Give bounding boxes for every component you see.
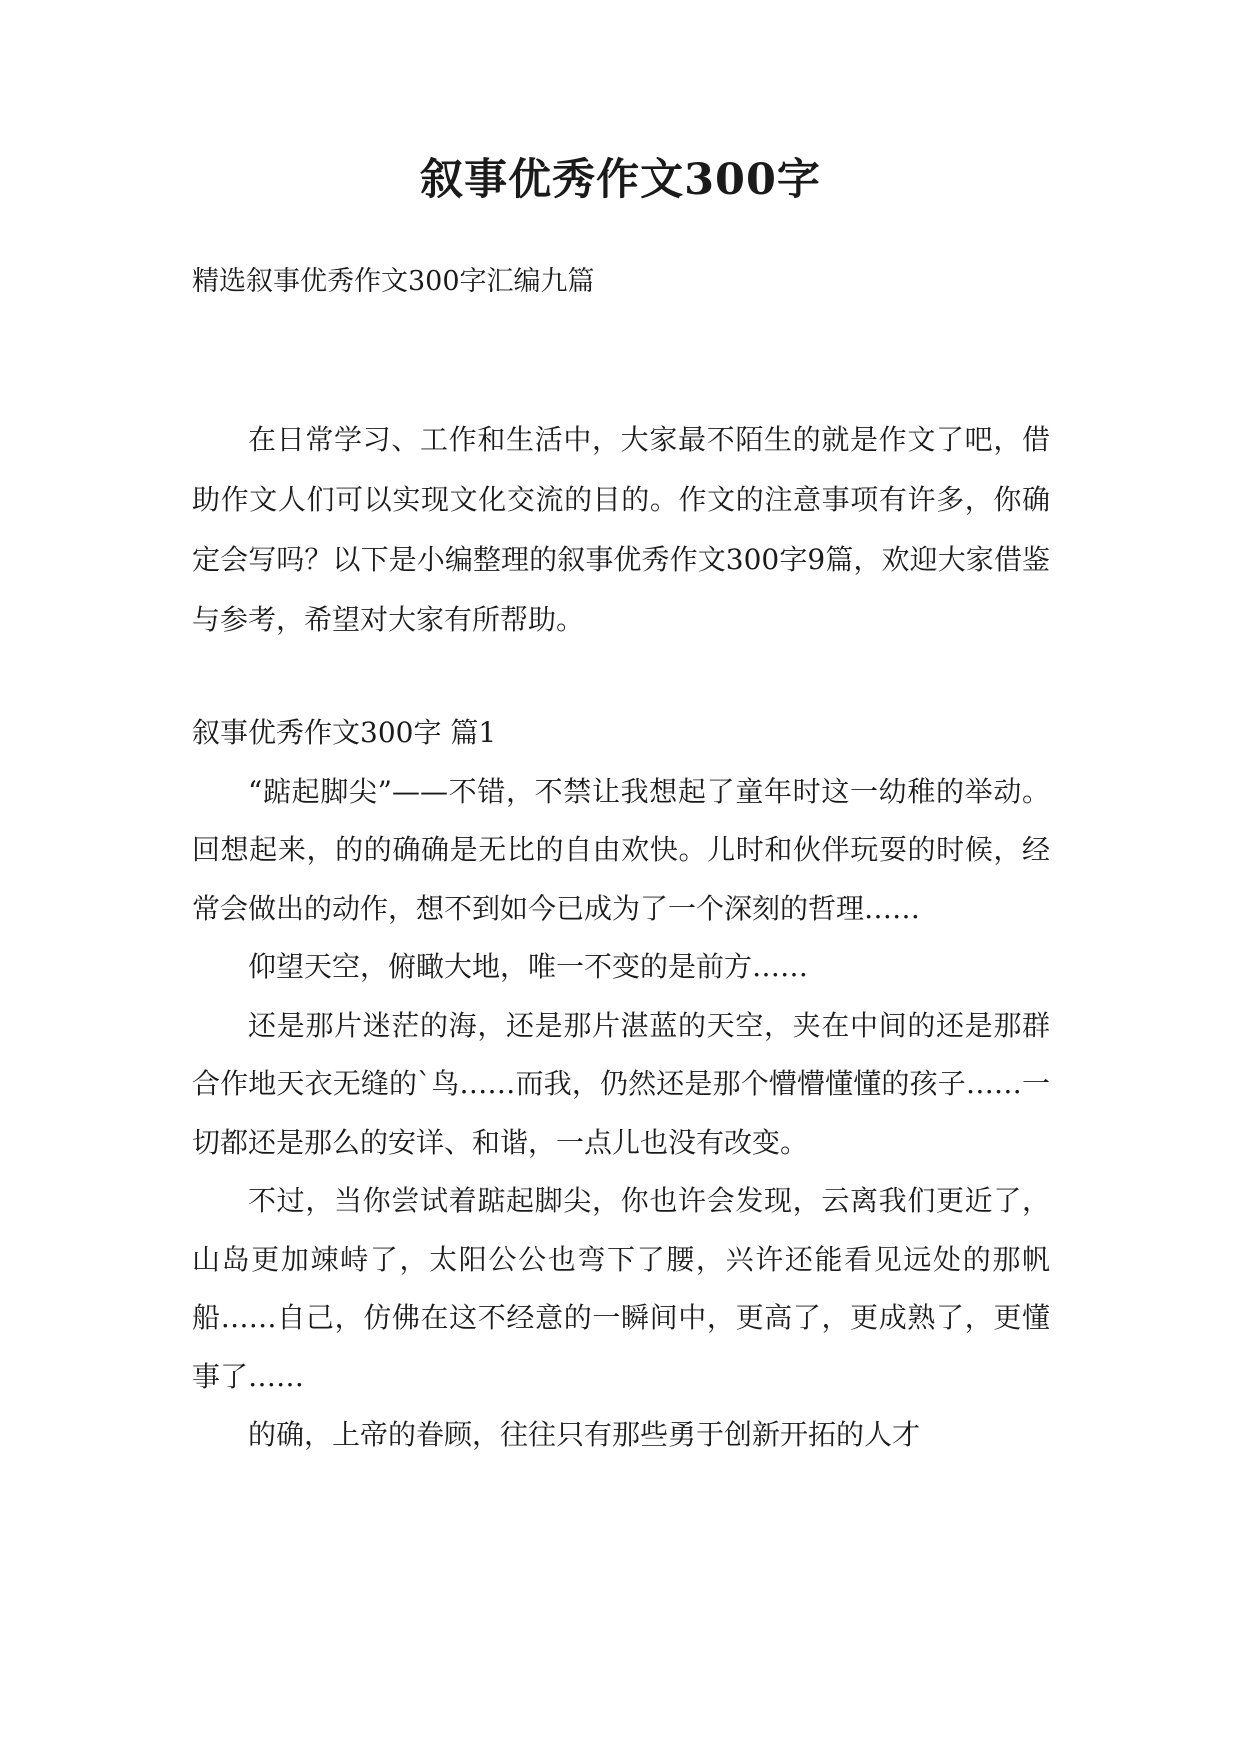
body-paragraph: 的确，上帝的眷顾，往往只有那些勇于创新开拓的人才 <box>248 1418 921 1451</box>
intro-section <box>192 410 1050 650</box>
body-paragraph: “踮起脚尖”——不错，不禁让我想起了童年时这一幼稚的举动。回想起来，的的确确是无比的自由欢快。儿时和伙伴玩耍的时候，经常会做出的动作，想不到如今已成为了一个深刻的哲理…… <box>192 774 1050 925</box>
document-title: 叙事优秀作文300字 <box>420 155 821 205</box>
section-heading: 叙事优秀作文300字 篇1 <box>192 716 497 749</box>
body-paragraph: 还是那片迷茫的海，还是那片湛蓝的天空，夹在中间的还是那群合作地天衣无缝的`鸟……而我，仍然还是那个懵懵懂懂的孩子……一切都还是那么的安详、和谐，一点儿也没有改变。 <box>192 1008 1050 1159</box>
body-paragraph: 仰望天空，俯瞰大地，唯一不变的是前方…… <box>248 950 809 983</box>
intro-paragraph: 在日常学习、工作和生活中，大家最不陌生的就是作文了吧，借助作文人们可以实现文化交流的目的。作文的注意事项有许多，你确定会写吗？以下是小编整理的叙事优秀作文300字9篇，欢迎大家借鉴与参考，希望对大家有所帮助。 <box>192 423 1050 636</box>
article-section-1 <box>192 704 1050 1465</box>
document-subtitle: 精选叙事优秀作文300字汇编九篇 <box>192 266 595 297</box>
body-paragraph: 不过，当你尝试着踮起脚尖，你也许会发现，云离我们更近了，山岛更加竦峙了，太阳公公也弯下了腰，兴许还能看见远处的那帆船……自己，仿佛在这不经意的一瞬间中，更高了，更成熟了，更懂事了…… <box>192 1184 1050 1393</box>
